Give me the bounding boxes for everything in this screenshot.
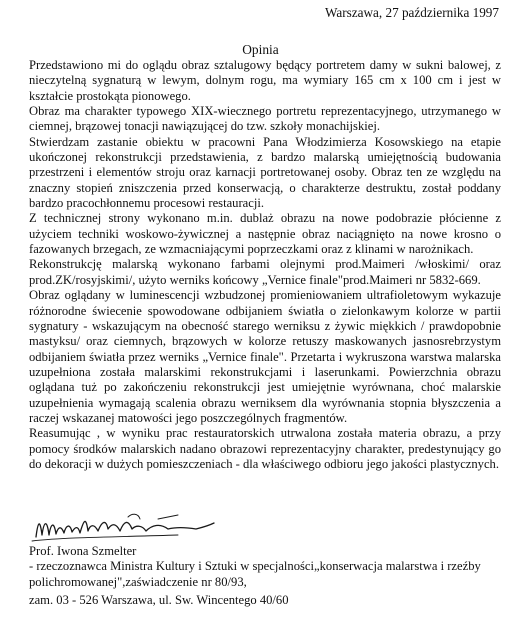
paragraph-technical: Z technicznej strony wykonano m.in. dublaż obrazu na nowe podobrazie płócienne z użyciem techniki woskowo-żywicznej a następnie obraz naciągnięto na nowe krosno o fazowanych brzegach, ze wzmacniającymi poprzeczkami oraz z klinami w narożnikach. — [29, 211, 501, 257]
paragraph-description: Przedstawiono mi do oglądu obraz sztalugowy będący portretem damy w sukni balowej, z nieczytelną sygnaturą w lewym, dolnym rogu, ma wymiary 165 cm x 100 cm i jest w kształcie prostokąta pionowego. — [29, 58, 501, 103]
handwritten-signature — [28, 507, 228, 547]
document-title: Opinia — [242, 42, 279, 57]
date-line: Warszawa, 27 października 1997 — [325, 5, 499, 20]
signer-block — [29, 544, 501, 608]
paragraph-condition: Stwierdzam zastanie obiektu w pracowni Pana Włodzimierza Kosowskiego na etapie ukończonej rekonstrukcji przedstawienia, z bardzo malarską umiejętnością budowania przestrzeni i elementów stroju oraz karnacji portretowanej osoby. Obraz ten ze względu na znaczny stopień zniszczenia przed konserwacją, o charakterze destruktu, został poddany bardzo pracochłonnemu procesowi restauracji. — [29, 134, 501, 211]
signature-graphic — [28, 507, 228, 547]
document-body — [29, 58, 501, 472]
signer-address: zam. 03 - 526 Warszawa, ul. Sw. Wincentego 40/60 — [29, 593, 289, 608]
paragraph-luminescence: Obraz oglądany w luminescencji wzbudzonej promieniowaniem ultrafioletowym wykazuje różnorodne świecenie spowodowane odbijaniem światła o zielonkawym kolorze w partii sygnatury - wskazującym na obecność starego werniksu z żywic miękkich / prawdopobnie mastyksu/ oraz ciemnych, brązowych w kolorze retuszy maskowanych jasnosrebrzystym odbijaniem światła przez werniks „Vernice finale". Przetarta i wykruszona warstwa malarska uzupełniona została malarskimi rekonstrukcjami i laserunkami. Powierzchnia obrazu oglądana tuż po zakończeniu rekonstrukcji jest umiejętnie wyrównana, choć malarskie uzupełnienia wymagają scalenia obrazu werniksem dla wyrównania stopnia błyszczenia a raczej wskazanej matowości jego poszczególnych fragmentów. — [29, 288, 501, 425]
signer-name: Prof. Iwona Szmelter — [29, 544, 137, 558]
paragraph-summary: Reasumując , w wyniku prac restauratorskich utrwalona została materia obrazu, a przy pomocy środków malarskich nadano obrazowi reprezentacyjny charakter, predestynujący go do dekoracji w dużych pomieszczeniach - dla właściwego odbioru jego jakości plastycznych. — [29, 426, 501, 471]
signer-credential: - rzeczoznawca Ministra Kultury i Sztuki w specjalności„konserwacja malarstwa i rzeźby polichromowanej",zaświadczenie nr 80/93, — [29, 559, 481, 589]
paragraph-reconstruction: Rekonstrukcję malarską wykonano farbami olejnymi prod.Maimeri /włoskimi/ oraz prod.ZK/rosyjskimi/, użyto werniks końcowy „Vernice finale"prod.Maimeri nr 5832-669. — [29, 257, 501, 287]
paragraph-character: Obraz ma charakter typowego XIX-wiecznego portretu reprezentacyjnego, utrzymanego w ciemnej, brązowej tonacji nawiązującej do tzw. szkoły monachijskiej. — [29, 104, 501, 134]
